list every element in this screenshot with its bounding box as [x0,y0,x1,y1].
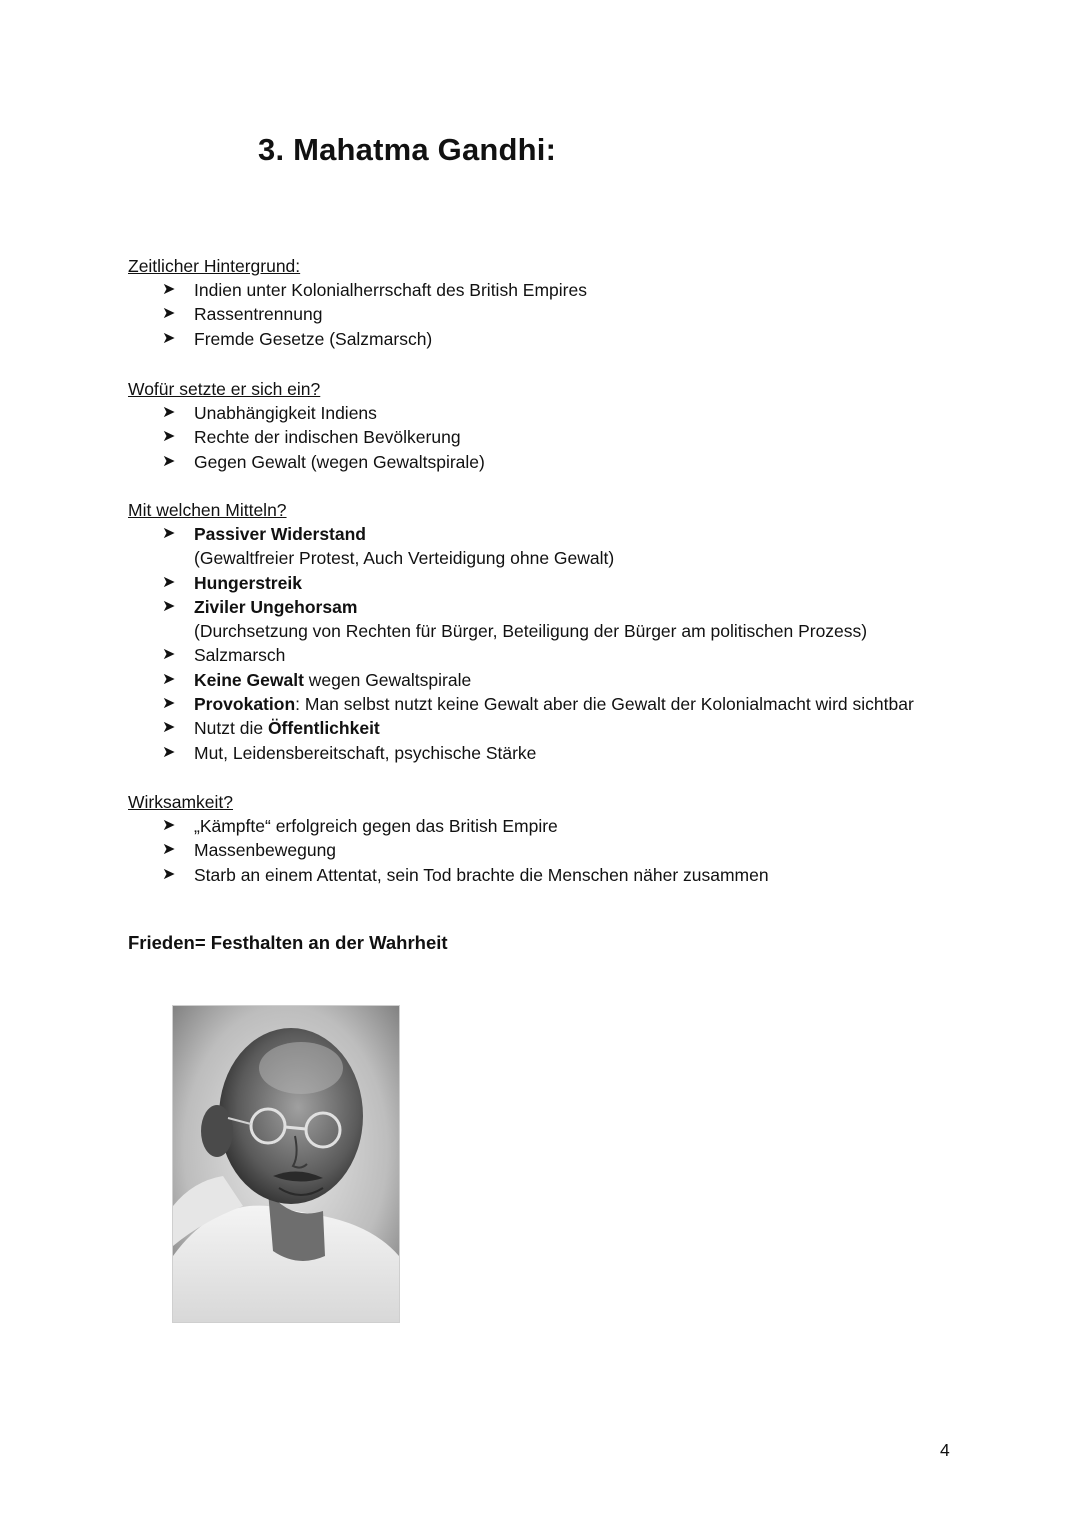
gandhi-portrait-photo [172,1005,400,1323]
arrowhead-bullet-icon: ➤ [162,695,176,713]
list-item: ➤ Unabhängigkeit Indiens [128,401,1008,425]
arrowhead-bullet-icon: ➤ [162,743,176,761]
section-heading: Zeitlicher Hintergrund: [128,256,301,276]
list-item: ➤ Indien unter Kolonialherrschaft des British Empires [128,278,1008,302]
list-item: ➤ Ziviler Ungehorsam (Durchsetzung von Rechten für Bürger, Beteiligung der Bürger am politischen Prozess) [162,596,868,642]
section-zeitlicher-hintergrund [128,254,1008,351]
list-item: ➤ Salzmarsch [128,643,1008,667]
arrowhead-bullet-icon: ➤ [162,281,176,298]
arrowhead-bullet-icon: ➤ [162,670,176,688]
page-title: 3. Mahatma Gandhi: [258,132,557,167]
section-mit-welchen-mitteln [128,498,1008,765]
motto-text: Frieden= Festhalten an der Wahrheit [128,932,448,953]
list-item: ➤ Keine Gewalt wegen Gewaltspirale [128,668,1008,692]
arrowhead-bullet-icon: ➤ [162,597,176,615]
bullet-list [128,814,1008,887]
bullet-list [128,278,1008,351]
section-heading: Wirksamkeit? [128,792,234,812]
arrowhead-bullet-icon: ➤ [162,817,176,834]
list-item: ➤ Rechte der indischen Bevölkerung [128,425,1008,449]
list-item: ➤ Mut, Leidensbereitschaft, psychische Stärke [128,741,1008,765]
page-number: 4 [940,1440,950,1460]
list-item: ➤ Passiver Widerstand (Gewaltfreier Protest, Auch Verteidigung ohne Gewalt) [162,524,615,569]
section-wofuer-setzte-er-sich-ein [128,377,1008,474]
arrowhead-bullet-icon: ➤ [162,646,176,664]
bullet-list [128,401,1008,474]
list-item: ➤ Gegen Gewalt (wegen Gewaltspirale) [128,450,1008,474]
arrowhead-bullet-icon: ➤ [162,719,176,737]
arrowhead-bullet-icon: ➤ [162,404,176,421]
section-wirksamkeit [128,790,1008,887]
section-heading: Wofür setzte er sich ein? [128,379,321,399]
arrowhead-bullet-icon: ➤ [162,525,176,542]
list-item: ➤ Hungerstreik [128,571,1008,595]
bullet-list [128,522,1008,765]
arrowhead-bullet-icon: ➤ [162,305,176,323]
section-heading: Mit welchen Mitteln? [128,500,287,520]
list-item: ➤ Rassentrennung [128,302,1008,326]
arrowhead-bullet-icon: ➤ [162,428,176,446]
list-item: ➤ Nutzt die Öffentlichkeit [128,716,1008,740]
list-item: ➤ Provokation: Man selbst nutzt keine Gewalt aber die Gewalt der Kolonialmacht wird sichtbar [128,692,1008,716]
arrowhead-bullet-icon: ➤ [162,573,176,591]
list-item: ➤ Massenbewegung [128,838,1008,862]
arrowhead-bullet-icon: ➤ [162,329,176,347]
arrowhead-bullet-icon: ➤ [162,841,176,859]
list-item: ➤ Starb an einem Attentat, sein Tod brachte die Menschen näher zusammen [128,863,1008,887]
arrowhead-bullet-icon: ➤ [162,865,176,883]
list-item: ➤ Fremde Gesetze (Salzmarsch) [128,327,1008,351]
list-item: ➤ „Kämpfte“ erfolgreich gegen das British Empire [128,814,1008,838]
arrowhead-bullet-icon: ➤ [162,452,176,470]
